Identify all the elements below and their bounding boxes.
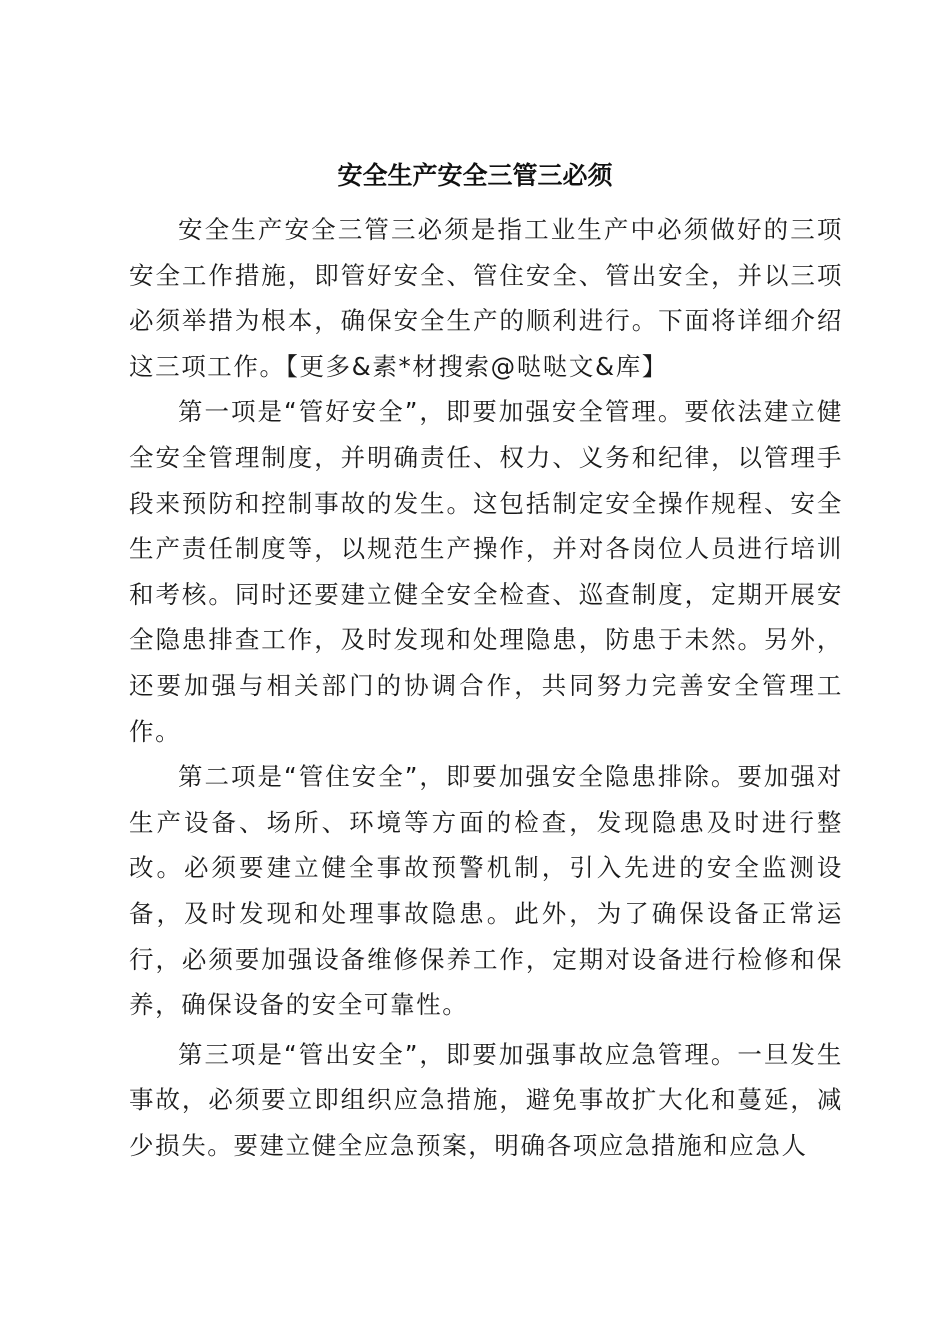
paragraph-third-item: 第三项是“管出安全”，即要加强事故应急管理。一旦发生事故，必须要立即组织应急措施，避免事故扩大化和蔓延，减少损失。要建立健全应急预案，明确各项应急措施和应急人 <box>129 1039 843 1160</box>
paragraph-first-item: 第一项是“管好安全”，即要加强安全管理。要依法建立健全安全管理制度，并明确责任、权力、义务和纪律，以管理手段来预防和控制事故的发生。这包括制定安全操作规程、安全生产责任制度等，以规范生产操作，并对各岗位人员进行培训和考核。同时还要建立健全安全检查、巡查制度，定期开展安全隐患排查工作，及时发现和处理隐患，防患于未然。另外，还要加强与相关部门的协调合作，共同努力完善安全管理工作。 <box>129 397 843 746</box>
document-body <box>129 207 843 1168</box>
paragraph-second-item: 第二项是“管住安全”，即要加强安全隐患排除。要加强对生产设备、场所、环境等方面的检查，发现隐患及时进行整改。必须要建立健全事故预警机制，引入先进的安全监测设备，及时发现和处理事故隐患。此外，为了确保设备正常运行，必须要加强设备维修保养工作，定期对设备进行检修和保养，确保设备的安全可靠性。 <box>129 762 843 1020</box>
document-title: 安全生产安全三管三必须 <box>337 161 613 190</box>
paragraph-intro: 安全生产安全三管三必须是指工业生产中必须做好的三项安全工作措施，即管好安全、管住安全、管出安全，并以三项必须举措为根本，确保安全生产的顺利进行。下面将详细介绍这三项工作。【更多&素*材搜索@哒哒文&库】 <box>129 215 843 381</box>
